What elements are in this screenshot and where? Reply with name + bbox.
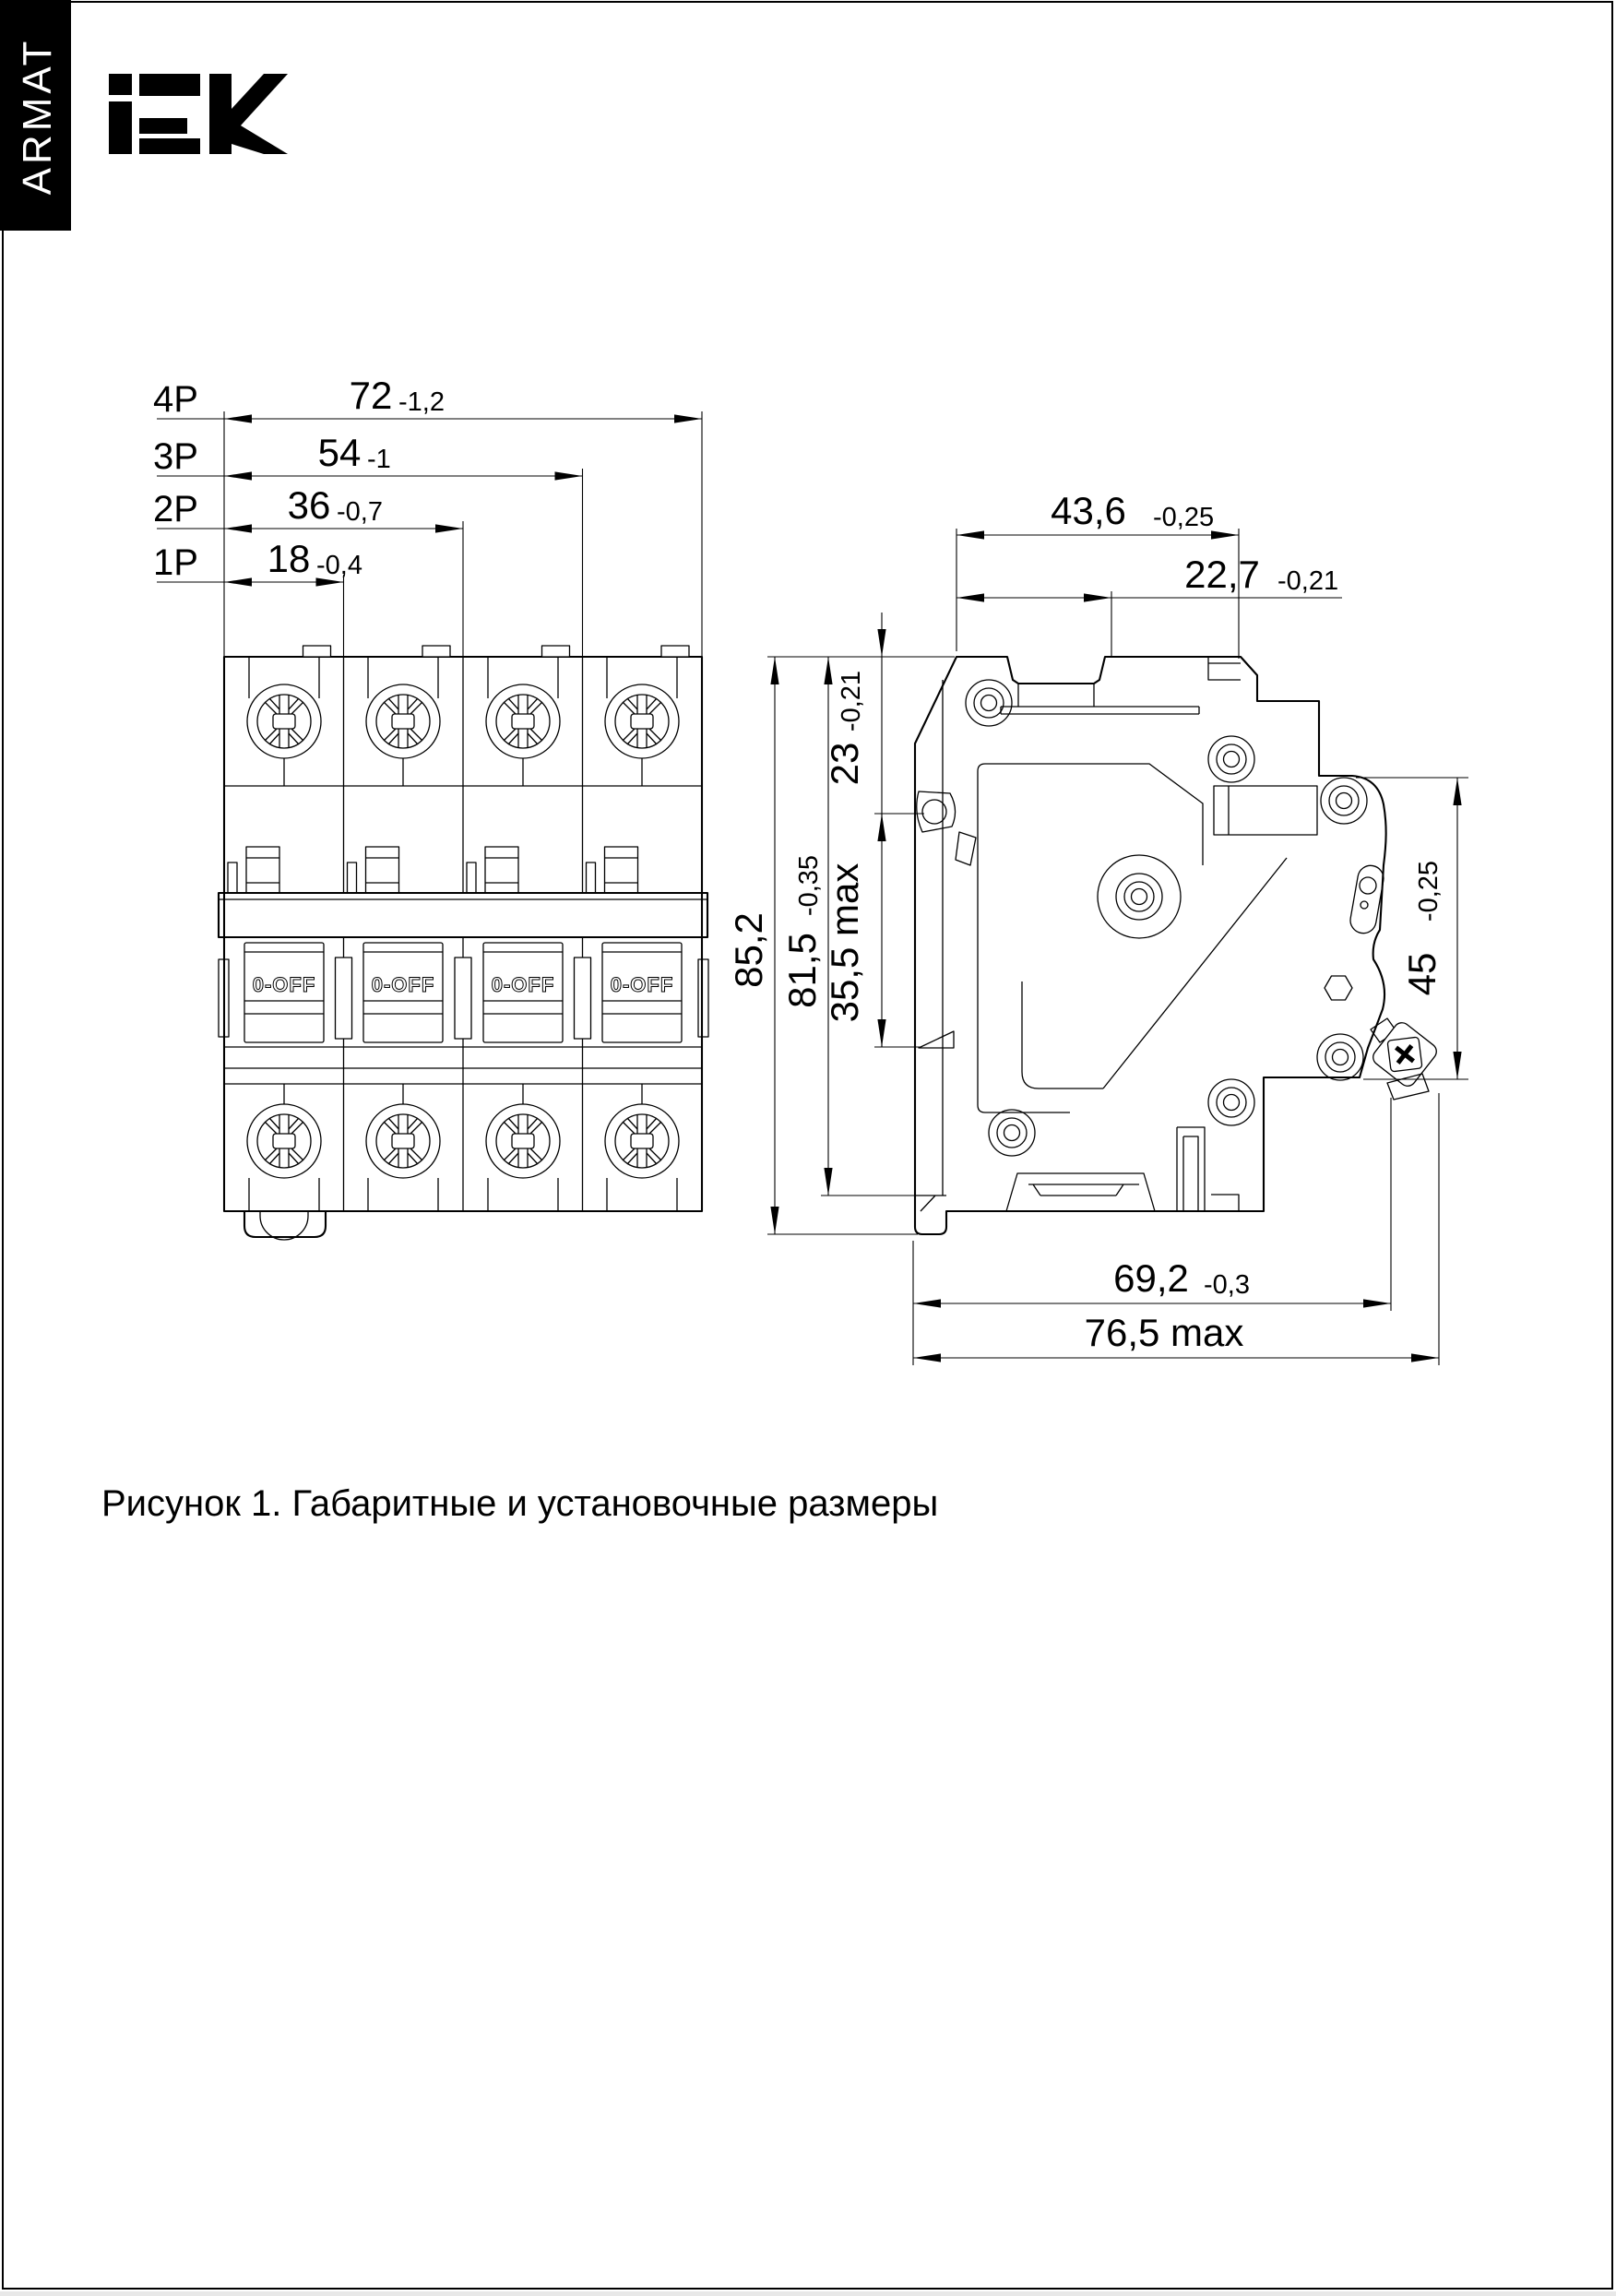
dim-45-value: 45 [1400, 952, 1444, 996]
dim-355-value: 35,5 max [823, 862, 866, 1023]
front-toggles [219, 943, 708, 1042]
dim-36-value: 36 [287, 483, 331, 527]
dim-72-value: 72 [349, 374, 393, 417]
dim-45-tolerance: -0,25 [1414, 860, 1444, 922]
dim-227-value: 22,7 [1184, 553, 1260, 596]
bottom-latch-slot [1177, 1127, 1239, 1211]
dim-436-value: 43,6 [1051, 489, 1126, 532]
dim-815-value: 81,5 [780, 933, 824, 1008]
dim-852-value: 85,2 [727, 912, 770, 988]
pole-label-2p: 2P [153, 489, 198, 529]
side-view [915, 657, 1440, 1234]
toggle-label-4: 0-OFF [610, 973, 674, 996]
dim-227-tolerance: -0,21 [1277, 566, 1339, 596]
side-view-dimensions [727, 489, 1468, 1365]
dim-765-value: 76,5 max [1084, 1311, 1244, 1354]
front-view [219, 646, 708, 1240]
dim-692-tolerance: -0,3 [1204, 1270, 1250, 1300]
side-terminal-screw [1370, 1018, 1440, 1100]
dim-23-tolerance: -0,21 [837, 670, 866, 732]
brand-vertical-text: ARMAT [15, 37, 60, 196]
figure-caption: Рисунок 1. Габаритные и установочные размеры [101, 1483, 939, 1524]
front-clip-zone [228, 847, 638, 893]
hex-hole [1325, 976, 1352, 1000]
side-view-cavity-lines [978, 764, 1287, 1112]
front-top-tabs [303, 646, 690, 657]
pole-label-3p: 3P [153, 436, 198, 477]
dim-72-tolerance: -1,2 [398, 387, 445, 417]
dim-54-tolerance: -1 [367, 445, 391, 474]
dim-36-tolerance: -0,7 [337, 497, 383, 527]
dim-18-value: 18 [267, 537, 311, 580]
page-border [3, 2, 1612, 2289]
front-view-pole-dimensions [153, 374, 702, 657]
pole-label-1p: 1P [153, 542, 198, 583]
front-mounting-foot [244, 1211, 326, 1240]
toggle-label-3: 0-OFF [491, 973, 555, 996]
side-view-outline [915, 657, 1386, 1234]
bottom-terminal-detail [1006, 1173, 1155, 1211]
dim-23-value: 23 [823, 742, 866, 786]
dim-692-value: 69,2 [1113, 1256, 1189, 1300]
dim-18-tolerance: -0,4 [316, 551, 362, 580]
dim-815-tolerance: -0,35 [794, 854, 824, 917]
pole-label-4p: 4P [153, 379, 198, 420]
toggle-label-2: 0-OFF [371, 973, 435, 996]
dim-54-value: 54 [317, 431, 362, 474]
dim-436-tolerance: -0,25 [1153, 503, 1215, 532]
header-brand-bar [0, 0, 71, 231]
toggle-label-1: 0-OFF [252, 973, 316, 996]
din-latch-parts [917, 791, 976, 1048]
